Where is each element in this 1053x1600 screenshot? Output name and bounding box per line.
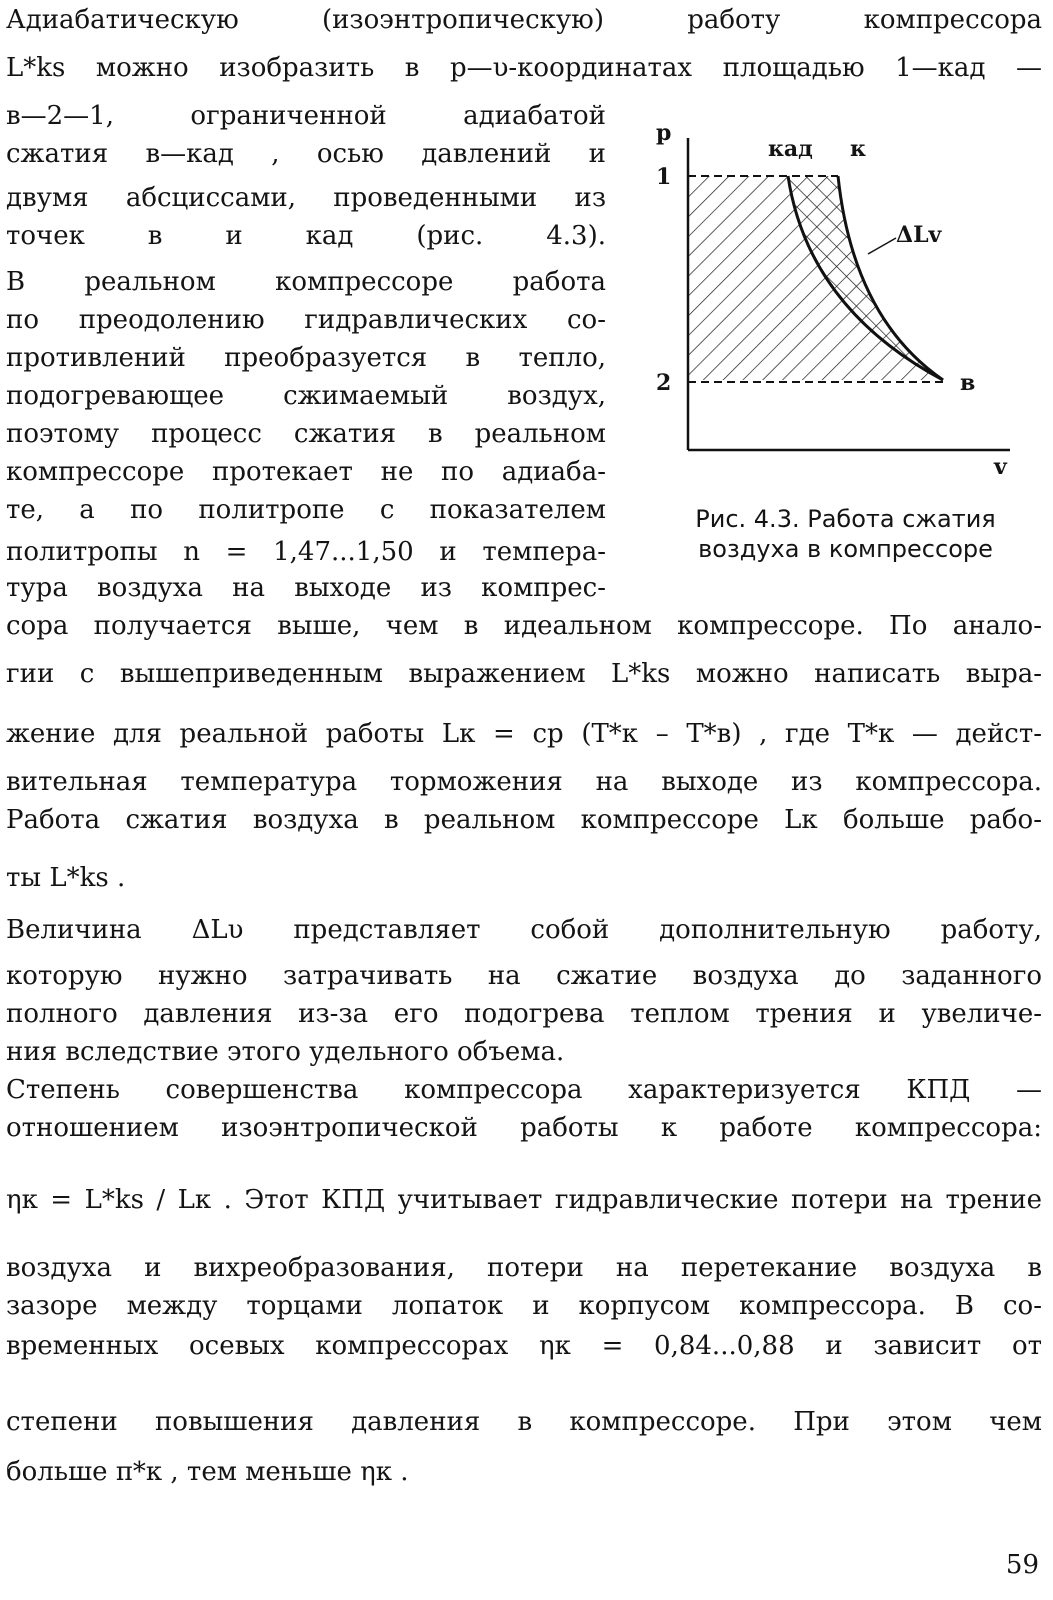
- text-line: зазоре между торцами лопаток и корпусом компрессора. В со-: [6, 1291, 1042, 1321]
- text-line: гии с вышеприведенным выражением L*ks можно написать выра-: [6, 659, 1042, 689]
- point-kad-label: кад: [768, 136, 813, 162]
- text-line: те, а по политропе с показателем: [6, 495, 606, 525]
- text-line: Степень совершенства компрессора характеризуется КПД —: [6, 1075, 1042, 1105]
- point-k-label: к: [850, 136, 866, 162]
- text-line: В реальном компрессоре работа: [6, 267, 606, 297]
- axis-v-label: v: [994, 454, 1007, 480]
- text-line: отношением изоэнтропической работы к работе компрессора:: [6, 1113, 1042, 1143]
- text-line: тура воздуха на выходе из компрес-: [6, 573, 606, 603]
- text-line: политропы n = 1,47...1,50 и темпера-: [6, 537, 606, 567]
- figure-caption-line-2: воздуха в компрессоре: [698, 535, 993, 563]
- text-line: точек в и кад (рис. 4.3).: [6, 221, 606, 251]
- text-line: вительная температура торможения на выходе из компрессора.: [6, 767, 1042, 797]
- text-line: сора получается выше, чем в идеальном компрессоре. По анало-: [6, 611, 1042, 641]
- tick-2-label: 2: [656, 370, 672, 396]
- tick-1-label: 1: [656, 164, 672, 190]
- text-line: противлений преобразуется в тепло,: [6, 343, 606, 373]
- text-line: воздуха и вихреобразования, потери на перетекание воздуха в: [6, 1253, 1042, 1283]
- pv-diagram-svg: [648, 118, 1043, 498]
- axis-p-label: р: [656, 120, 672, 146]
- figure-pv-diagram: [648, 118, 1043, 498]
- figure-caption-line-1: Рис. 4.3. Работа сжатия: [695, 505, 996, 533]
- page-number: 59: [1005, 1550, 1039, 1580]
- text-line: ты L*ks .: [6, 863, 126, 893]
- text-line: компрессоре протекает не по адиаба-: [6, 457, 606, 487]
- point-v-label: в: [960, 370, 976, 396]
- text-line: в—2—1, ограниченной адиабатой: [6, 101, 606, 131]
- text-line: Работа сжатия воздуха в реальном компрессоре Lк больше рабо-: [6, 805, 1042, 835]
- text-line: полного давления из-за его подогрева теплом трения и увеличе-: [6, 999, 1042, 1029]
- text-line: степени повышения давления в компрессоре. При этом чем: [6, 1407, 1042, 1437]
- text-line: больше π*к , тем меньше ηк .: [6, 1457, 409, 1487]
- text-line: ηк = L*ks / Lк . Этот КПД учитывает гидравлические потери на трение: [6, 1185, 1042, 1215]
- delta-lv-label: ΔLv: [896, 222, 942, 248]
- text-line: L*ks можно изобразить в p—υ-координатах площадью 1—кад —: [6, 53, 1042, 83]
- text-line: подогревающее сжимаемый воздух,: [6, 381, 606, 411]
- text-line: по преодолению гидравлических со-: [6, 305, 606, 335]
- text-line: Адиабатическую (изоэнтропическую) работу компрессора: [6, 5, 1042, 35]
- text-line: ния вследствие этого удельного объема.: [6, 1037, 565, 1067]
- text-line: двумя абсциссами, проведенными из: [6, 183, 606, 213]
- delta-leader-line: [868, 238, 896, 254]
- text-line: временных осевых компрессорах ηк = 0,84...0,88 и зависит от: [6, 1331, 1042, 1361]
- text-line: поэтому процесс сжатия в реальном: [6, 419, 606, 449]
- text-line: сжатия в—кад , осью давлений и: [6, 139, 606, 169]
- text-line: которую нужно затрачивать на сжатие воздуха до заданного: [6, 961, 1042, 991]
- text-line: жение для реальной работы Lк = cp (T*к – T*в) , где T*к — дейст-: [6, 719, 1042, 749]
- text-line: Величина ΔLυ представляет собой дополнительную работу,: [6, 915, 1042, 945]
